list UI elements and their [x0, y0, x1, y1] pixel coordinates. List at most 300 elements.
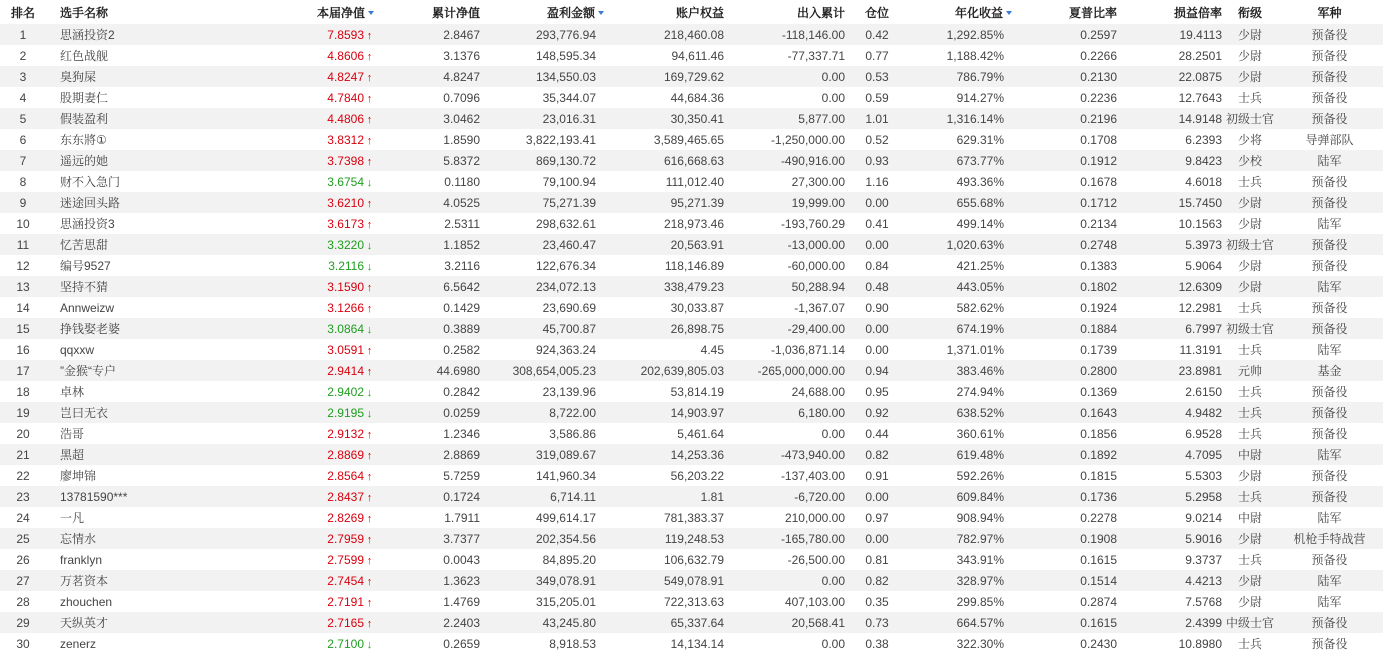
flow-cell: -77,337.71 — [787, 48, 845, 63]
player-name[interactable]: 思涵投资2 — [60, 28, 115, 42]
title-cell: 士兵 — [1237, 406, 1262, 420]
pl-ratio-cell: 14.9148 — [1178, 111, 1222, 126]
rank-cell: 25 — [16, 531, 30, 546]
nav-value: 2.7454 — [327, 573, 364, 588]
position-cell: 0.44 — [865, 426, 889, 441]
sort-desc-icon[interactable] — [1006, 11, 1012, 15]
sharpe-cell: 0.1708 — [1080, 132, 1117, 147]
col-header-name[interactable]: 选手名称 — [60, 5, 109, 20]
table-row[interactable] — [0, 360, 1383, 381]
player-name[interactable]: zenerz — [60, 636, 97, 651]
cum-nav-cell: 1.8590 — [443, 132, 480, 147]
pl-ratio-cell: 10.8980 — [1178, 636, 1222, 651]
title-cell: 少尉 — [1237, 49, 1262, 63]
table-row[interactable] — [0, 402, 1383, 423]
arrow-up-icon: ↑ — [366, 281, 373, 294]
player-name[interactable]: 假装盈利 — [60, 112, 109, 126]
sharpe-cell: 0.2266 — [1080, 48, 1117, 63]
rank-cell: 13 — [16, 279, 30, 294]
cum-nav-cell: 4.0525 — [443, 195, 480, 210]
title-cell: 中级士官 — [1225, 616, 1274, 630]
position-cell: 0.48 — [865, 279, 889, 294]
branch-cell: 预备役 — [1311, 49, 1348, 63]
flow-cell: 0.00 — [821, 90, 845, 105]
flow-cell: -118,146.00 — [781, 27, 845, 42]
annual-cell: 1,292.85% — [946, 27, 1004, 42]
nav-value: 4.8247 — [327, 69, 364, 84]
nav-cell — [236, 381, 380, 402]
nav-cell — [236, 339, 380, 360]
table-row[interactable] — [0, 24, 1383, 45]
nav-value: 3.7398 — [327, 153, 364, 168]
table-row[interactable] — [0, 318, 1383, 339]
nav-cell — [236, 192, 380, 213]
annual-cell: 499.14% — [956, 216, 1004, 231]
player-name[interactable]: 东东將① — [60, 133, 107, 147]
branch-cell: 预备役 — [1311, 490, 1348, 504]
branch-cell: 机枪手特战营 — [1293, 532, 1366, 546]
table-row[interactable] — [0, 255, 1383, 276]
sharpe-cell: 0.2748 — [1080, 237, 1117, 252]
branch-cell: 预备役 — [1311, 553, 1348, 567]
player-name[interactable]: 一凡 — [60, 511, 85, 525]
position-cell: 0.41 — [865, 216, 889, 231]
col-header-rank[interactable]: 排名 — [10, 5, 35, 20]
equity-cell: 118,146.89 — [664, 258, 724, 273]
equity-cell: 14,903.97 — [670, 405, 724, 420]
nav-cell — [236, 633, 380, 654]
sharpe-cell: 0.1892 — [1080, 447, 1117, 462]
nav-cell — [236, 570, 380, 591]
sharpe-cell: 0.1514 — [1080, 573, 1117, 588]
branch-cell: 预备役 — [1311, 322, 1348, 336]
arrow-down-icon: ↓ — [366, 260, 373, 273]
pl-ratio-cell: 4.9482 — [1185, 405, 1222, 420]
table-row[interactable] — [0, 192, 1383, 213]
branch-cell: 陆军 — [1317, 280, 1342, 294]
title-cell: 元帅 — [1237, 364, 1262, 378]
flow-cell: -1,250,000.00 — [770, 132, 845, 147]
player-name[interactable]: Annweizw — [60, 300, 115, 315]
col-header-nav[interactable]: 本届净值 — [236, 0, 380, 24]
player-name[interactable]: 坚持不猜 — [60, 280, 109, 294]
equity-cell: 14,253.36 — [670, 447, 724, 462]
player-name[interactable]: 遥远的她 — [60, 154, 109, 168]
table-row[interactable] — [0, 444, 1383, 465]
nav-value: 2.8437 — [327, 489, 364, 504]
annual-cell: 674.19% — [956, 321, 1004, 336]
sharpe-cell: 0.2800 — [1080, 363, 1117, 378]
annual-cell: 592.26% — [956, 468, 1004, 483]
player-name[interactable]: 浩哥 — [60, 427, 85, 441]
player-name[interactable]: 思涵投资3 — [60, 217, 115, 231]
position-cell: 0.38 — [865, 636, 889, 651]
annual-cell: 360.61% — [956, 426, 1004, 441]
table-row[interactable] — [0, 108, 1383, 129]
equity-cell: 30,033.87 — [670, 300, 724, 315]
table-row[interactable] — [0, 549, 1383, 570]
annual-cell: 638.52% — [956, 405, 1004, 420]
profit-cell: 134,550.03 — [535, 69, 596, 84]
sharpe-cell: 0.2130 — [1080, 69, 1117, 84]
position-cell: 0.00 — [865, 321, 889, 336]
profit-cell: 349,078.91 — [535, 573, 596, 588]
table-row[interactable] — [0, 234, 1383, 255]
player-name[interactable]: 廖坤锦 — [60, 469, 97, 483]
flow-cell: -265,000,000.00 — [757, 363, 845, 378]
title-cell: 中尉 — [1237, 511, 1262, 525]
profit-cell: 43,245.80 — [542, 615, 596, 630]
table-row[interactable] — [0, 570, 1383, 591]
pl-ratio-cell: 19.4113 — [1179, 27, 1222, 42]
nav-value: 2.7959 — [327, 531, 364, 546]
arrow-up-icon: ↑ — [366, 533, 373, 546]
table-row[interactable] — [0, 528, 1383, 549]
title-cell: 初级士官 — [1225, 112, 1274, 126]
branch-cell: 预备役 — [1311, 259, 1348, 273]
annual-cell: 619.48% — [956, 447, 1004, 462]
table-row[interactable] — [0, 87, 1383, 108]
sharpe-cell: 0.1924 — [1080, 300, 1117, 315]
flow-cell: 27,300.00 — [791, 174, 845, 189]
profit-cell: 23,139.96 — [542, 384, 596, 399]
position-cell: 0.00 — [865, 531, 889, 546]
pl-ratio-cell: 23.8981 — [1178, 363, 1222, 378]
nav-value: 2.7191 — [327, 594, 364, 609]
cum-nav-cell: 3.2116 — [444, 258, 480, 273]
nav-cell — [236, 45, 380, 66]
position-cell: 0.42 — [865, 27, 889, 42]
table-row[interactable] — [0, 633, 1383, 654]
arrow-up-icon: ↑ — [366, 155, 373, 168]
rank-cell: 16 — [16, 342, 30, 357]
table-row[interactable] — [0, 66, 1383, 87]
title-cell: 初级士官 — [1225, 322, 1274, 336]
rank-cell: 18 — [16, 384, 30, 399]
nav-value: 3.1590 — [327, 279, 364, 294]
col-header-equity[interactable]: 账户权益 — [675, 5, 724, 20]
annual-cell: 673.77% — [956, 153, 1004, 168]
nav-value: 3.1266 — [327, 300, 364, 315]
equity-cell: 94,611.46 — [671, 48, 724, 63]
arrow-up-icon: ↑ — [366, 617, 373, 630]
position-cell: 0.00 — [865, 237, 889, 252]
player-name[interactable]: 岂曰无衣 — [60, 406, 109, 420]
profit-cell: 315,205.01 — [535, 594, 596, 609]
nav-value: 3.6210 — [327, 195, 364, 210]
player-name[interactable]: 黑超 — [60, 448, 85, 462]
annual-cell: 443.05% — [956, 279, 1004, 294]
pl-ratio-cell: 9.3737 — [1185, 552, 1222, 567]
table-row[interactable] — [0, 423, 1383, 444]
col-header-sharpe[interactable]: 夏普比率 — [1068, 5, 1117, 20]
branch-cell: 导弹部队 — [1305, 133, 1354, 147]
pl-ratio-cell: 9.0214 — [1185, 510, 1222, 525]
flow-cell: -13,000.00 — [787, 237, 845, 252]
equity-cell: 26,898.75 — [670, 321, 724, 336]
table-row[interactable] — [0, 213, 1383, 234]
arrow-down-icon: ↓ — [366, 176, 373, 189]
nav-value: 3.6754 — [327, 174, 364, 189]
player-name[interactable]: 红色战舰 — [60, 49, 109, 63]
sort-desc-icon[interactable] — [598, 11, 604, 15]
flow-cell: 0.00 — [821, 573, 845, 588]
flow-cell: -26,500.00 — [787, 552, 845, 567]
position-cell: 0.53 — [865, 69, 889, 84]
pl-ratio-cell: 15.7450 — [1178, 195, 1222, 210]
flow-cell: 210,000.00 — [784, 510, 845, 525]
profit-cell: 499,614.17 — [535, 510, 596, 525]
annual-cell: 1,188.42% — [946, 48, 1004, 63]
col-header-pl-ratio[interactable]: 损益倍率 — [1173, 5, 1222, 20]
player-name[interactable]: 财不入急门 — [60, 175, 121, 189]
cum-nav-cell: 2.8467 — [443, 27, 480, 42]
table-row[interactable] — [0, 150, 1383, 171]
table-row[interactable] — [0, 339, 1383, 360]
flow-cell: -1,367.07 — [794, 300, 845, 315]
table-row[interactable] — [0, 171, 1383, 192]
branch-cell: 陆军 — [1317, 217, 1342, 231]
cum-nav-cell: 1.1852 — [443, 237, 480, 252]
nav-value: 3.2116 — [328, 258, 364, 273]
col-header-branch[interactable]: 军种 — [1317, 5, 1342, 20]
nav-value: 4.7840 — [327, 90, 364, 105]
profit-cell: 148,595.34 — [535, 48, 596, 63]
rank-cell: 2 — [19, 48, 27, 63]
sharpe-cell: 0.1815 — [1080, 468, 1117, 483]
col-header-flow[interactable]: 出入累计 — [796, 5, 845, 20]
nav-value: 2.7165 — [327, 615, 364, 630]
rank-cell: 22 — [16, 468, 30, 483]
sharpe-cell: 0.1908 — [1080, 531, 1117, 546]
player-name[interactable]: qqxxw — [60, 342, 95, 357]
cum-nav-cell: 3.7377 — [443, 531, 480, 546]
cum-nav-cell: 0.1724 — [443, 489, 480, 504]
branch-cell: 陆军 — [1317, 448, 1342, 462]
rank-cell: 11 — [16, 237, 30, 252]
position-cell: 0.73 — [865, 615, 889, 630]
position-cell: 0.00 — [865, 195, 889, 210]
position-cell: 0.90 — [865, 300, 889, 315]
rank-cell: 8 — [19, 174, 27, 189]
nav-value: 2.7599 — [327, 552, 364, 567]
position-cell: 0.95 — [865, 384, 889, 399]
pl-ratio-cell: 12.2981 — [1178, 300, 1222, 315]
player-name[interactable]: 臭狗屎 — [60, 70, 97, 84]
nav-cell — [236, 150, 380, 171]
title-cell: 少尉 — [1237, 196, 1262, 210]
table-row[interactable] — [0, 129, 1383, 150]
cum-nav-cell: 1.3623 — [443, 573, 480, 588]
profit-cell: 8,918.53 — [549, 636, 596, 651]
player-name[interactable]: 忆苦思甜 — [60, 238, 109, 252]
branch-cell: 陆军 — [1317, 343, 1342, 357]
nav-cell — [236, 549, 380, 570]
sharpe-cell: 0.2874 — [1080, 594, 1117, 609]
branch-cell: 预备役 — [1311, 112, 1348, 126]
rank-cell: 21 — [16, 447, 30, 462]
equity-cell: 44,684.36 — [670, 90, 724, 105]
profit-cell: 141,960.34 — [535, 468, 596, 483]
player-name[interactable]: 忘情水 — [60, 532, 97, 546]
arrow-up-icon: ↑ — [366, 197, 373, 210]
arrow-down-icon: ↓ — [366, 239, 373, 252]
flow-cell: -490,916.00 — [780, 153, 845, 168]
player-name[interactable]: zhouchen — [60, 594, 113, 609]
col-header-cum-nav[interactable]: 累计净值 — [431, 5, 480, 20]
sharpe-cell: 0.1884 — [1080, 321, 1117, 336]
branch-cell: 预备役 — [1311, 238, 1348, 252]
position-cell: 0.00 — [865, 342, 889, 357]
col-header-position[interactable]: 仓位 — [864, 5, 889, 20]
equity-cell: 218,973.46 — [663, 216, 724, 231]
cum-nav-cell: 3.0462 — [443, 111, 480, 126]
annual-cell: 582.62% — [956, 300, 1004, 315]
sharpe-cell: 0.1736 — [1080, 489, 1117, 504]
annual-cell: 1,020.63% — [946, 237, 1004, 252]
rank-cell: 19 — [16, 405, 30, 420]
cum-nav-cell: 44.6980 — [436, 363, 480, 378]
position-cell: 0.92 — [865, 405, 889, 420]
rank-cell: 17 — [16, 363, 30, 378]
pl-ratio-cell: 6.2393 — [1185, 132, 1222, 147]
annual-cell: 782.97% — [956, 531, 1004, 546]
arrow-up-icon: ↑ — [366, 491, 373, 504]
player-name[interactable]: 股期妻仁 — [60, 91, 109, 105]
table-row[interactable] — [0, 297, 1383, 318]
player-name[interactable]: 万茗资本 — [60, 574, 109, 588]
sharpe-cell: 0.1856 — [1080, 426, 1117, 441]
player-name[interactable]: 13781590*** — [60, 489, 128, 504]
annual-cell: 908.94% — [956, 510, 1004, 525]
title-cell: 士兵 — [1237, 385, 1262, 399]
sharpe-cell: 0.1739 — [1080, 342, 1117, 357]
rank-cell: 12 — [16, 258, 30, 273]
position-cell: 0.59 — [865, 90, 889, 105]
nav-cell — [236, 465, 380, 486]
player-name[interactable]: 天纵英才 — [60, 616, 109, 630]
flow-cell: 0.00 — [821, 426, 845, 441]
player-name[interactable]: 挣钱娶老婆 — [60, 322, 121, 336]
branch-cell: 陆军 — [1317, 511, 1342, 525]
profit-cell: 122,676.34 — [535, 258, 596, 273]
col-header-title[interactable]: 衔级 — [1237, 5, 1262, 20]
position-cell: 0.82 — [865, 447, 889, 462]
player-name[interactable]: 迷途回头路 — [60, 196, 121, 210]
branch-cell: 预备役 — [1311, 637, 1348, 651]
arrow-up-icon: ↑ — [366, 428, 373, 441]
player-name[interactable]: 卓林 — [60, 385, 85, 399]
annual-cell: 655.68% — [956, 195, 1004, 210]
pl-ratio-cell: 9.8423 — [1185, 153, 1222, 168]
position-cell: 0.97 — [865, 510, 889, 525]
flow-cell: 50,288.94 — [791, 279, 845, 294]
nav-cell — [236, 591, 380, 612]
player-name[interactable]: ”金猴“专户 — [60, 364, 116, 378]
profit-cell: 75,271.39 — [542, 195, 596, 210]
title-cell: 少尉 — [1237, 574, 1262, 588]
equity-cell: 30,350.41 — [670, 111, 724, 126]
nav-cell — [236, 507, 380, 528]
sharpe-cell: 0.2430 — [1080, 636, 1117, 651]
branch-cell: 预备役 — [1311, 616, 1348, 630]
table-row[interactable] — [0, 381, 1383, 402]
player-name[interactable]: 编号9527 — [60, 259, 111, 273]
pl-ratio-cell: 11.3191 — [1179, 342, 1222, 357]
profit-cell: 319,089.67 — [535, 447, 596, 462]
cum-nav-cell: 0.2842 — [443, 384, 480, 399]
equity-cell: 549,078.91 — [663, 573, 724, 588]
title-cell: 士兵 — [1237, 175, 1262, 189]
col-header-annual[interactable]: 年化收益 — [907, 0, 1014, 24]
equity-cell: 14,134.14 — [670, 636, 724, 651]
table-row[interactable] — [0, 465, 1383, 486]
cum-nav-cell: 2.2403 — [443, 615, 480, 630]
flow-cell: 24,688.00 — [791, 384, 845, 399]
profit-cell: 3,586.86 — [549, 426, 596, 441]
arrow-up-icon: ↑ — [366, 470, 373, 483]
equity-cell: 3,589,465.65 — [653, 132, 724, 147]
sharpe-cell: 0.2236 — [1080, 90, 1117, 105]
nav-value: 2.9414 — [327, 363, 364, 378]
cum-nav-cell: 0.3889 — [443, 321, 480, 336]
table-row[interactable] — [0, 276, 1383, 297]
arrow-up-icon: ↑ — [366, 134, 373, 147]
position-cell: 0.77 — [865, 48, 889, 63]
arrow-up-icon: ↑ — [366, 512, 373, 525]
pl-ratio-cell: 2.4399 — [1185, 615, 1222, 630]
table-row[interactable] — [0, 486, 1383, 507]
table-row[interactable] — [0, 612, 1383, 633]
sharpe-cell: 0.2278 — [1080, 510, 1117, 525]
title-cell: 少将 — [1237, 133, 1262, 147]
arrow-up-icon: ↑ — [366, 302, 373, 315]
nav-value: 2.9402 — [327, 384, 364, 399]
annual-cell: 383.46% — [956, 363, 1004, 378]
table-row[interactable] — [0, 45, 1383, 66]
rank-cell: 3 — [19, 69, 27, 84]
rank-cell: 4 — [19, 90, 27, 105]
col-header-profit[interactable]: 盈利金额 — [486, 0, 606, 24]
table-row[interactable] — [0, 591, 1383, 612]
table-row[interactable] — [0, 507, 1383, 528]
annual-cell: 609.84% — [956, 489, 1004, 504]
table-header-row — [0, 0, 1383, 24]
equity-cell: 5,461.64 — [677, 426, 724, 441]
rank-cell: 10 — [16, 216, 30, 231]
title-cell: 少尉 — [1237, 70, 1262, 84]
title-cell: 少校 — [1237, 154, 1262, 168]
arrow-down-icon: ↓ — [366, 323, 373, 336]
pl-ratio-cell: 12.7643 — [1178, 90, 1222, 105]
player-name[interactable]: franklyn — [60, 552, 103, 567]
nav-cell — [236, 24, 380, 45]
equity-cell: 202,639,805.03 — [640, 363, 724, 378]
arrow-up-icon: ↑ — [366, 29, 373, 42]
nav-cell — [236, 486, 380, 507]
cum-nav-cell: 0.1180 — [444, 174, 480, 189]
equity-cell: 218,460.08 — [663, 27, 724, 42]
branch-cell: 基金 — [1317, 364, 1342, 378]
annual-cell: 493.36% — [956, 174, 1004, 189]
profit-cell: 924,363.24 — [535, 342, 596, 357]
flow-cell: 19,999.00 — [791, 195, 845, 210]
sort-desc-icon[interactable] — [368, 11, 374, 15]
branch-cell: 预备役 — [1311, 427, 1348, 441]
cum-nav-cell: 6.5642 — [443, 279, 480, 294]
rank-cell: 23 — [16, 489, 30, 504]
cum-nav-cell: 3.1376 — [443, 48, 480, 63]
